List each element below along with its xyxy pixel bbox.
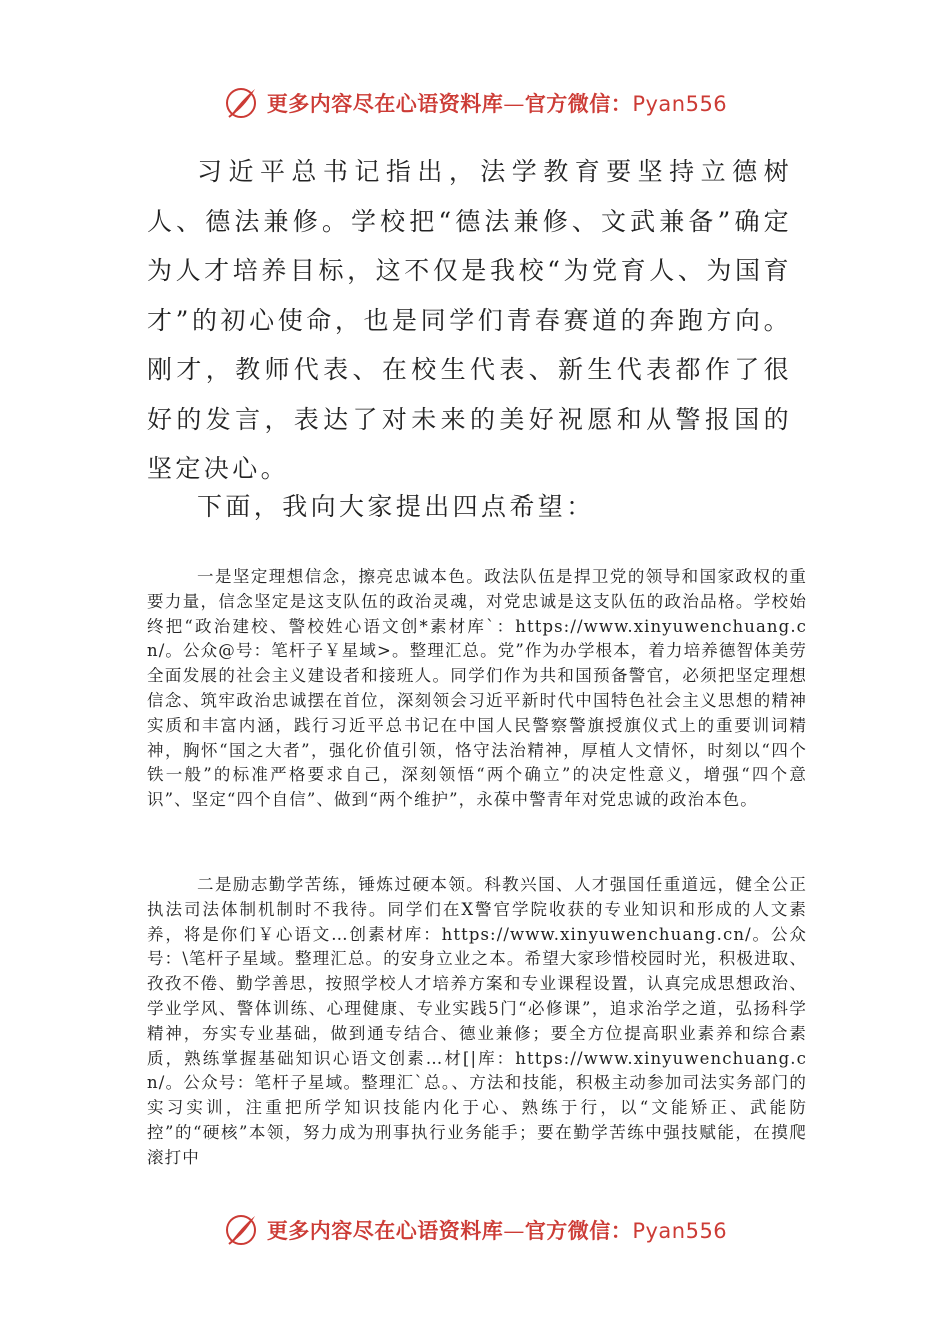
paragraph-hope-two: 二是励志勤学苦练，锤炼过硬本领。科教兴国、人才强国任重道远，健全公正执法司法体制机制时不我待。同学们在X警官学院收获的专业知识和形成的人文素养，将是你们￥心语文…创素材库：https://www.xinyuwenchuang.cn/。公众号：\笔杆子星域。整理汇总。的安身立业之本。希望大家珍惜校园时光，积极进取、孜孜不倦、勤学善思，按照学校人才培养方案和专业课程设置，认真完成思想政治、学业学风、警体训练、心理健康、专业实践5门“必修课”，追求治学之道，弘扬科学精神，夯实专业基础，做到通专结合、德业兼修；要全方位提高职业素养和综合素质，熟练掌握基础知识心语文创素…材[|库：https://www.xinyuwenchuang.cn/。公众号：笔杆子星域。整理汇`总。、方法和技能，积极主动参加司法实务部门的实习实训，注重把所学知识技能内化于心、熟练于行，以“文能矫正、武能防控”的“硬核”本领，努力成为刑事执行业务能手；要在勤学苦练中强技赋能，在摸爬滚打中 — [147, 875, 807, 1167]
watermark-footer — [0, 1210, 950, 1250]
watermark-label: 官方微信： — [524, 91, 633, 116]
watermark-text — [267, 1215, 727, 1245]
paragraph-hope-one: 一是坚定理想信念，擦亮忠诚本色。政法队伍是捍卫党的领导和国家政权的重要力量，信念坚定是这支队伍的政治灵魂，对党忠诚是这支队伍的政治品格。学校始终把“政治建校、警校姓心语文创*素材库`：https://www.xinyuwenchuang.cn/。公众@号：笔杆子￥星域>。整理汇总。党”作为办学根本，着力培养德智体美劳全面发展的社会主义建设者和接班人。同学们作为共和国预备警官，必须把坚定理想信念、筑牢政治忠诚摆在首位，深刻领会习近平新时代中国特色社会主义思想的精神实质和丰富内涵，践行习近平总书记在中国人民警察警旗授旗仪式上的重要训词精神，胸怀“国之大者”，强化价值引领，恪守法治精神，厚植人文情怀，时刻以“四个铁一般”的标准严格要求自己，深刻领悟“两个确立”的决定性意义，增强“四个意识”、坚定“四个自信”、做到“两个维护”，永葆中警青年对党忠诚的政治本色。 — [147, 567, 807, 810]
watermark-label: 官方微信： — [524, 1218, 633, 1243]
watermark-text — [267, 88, 727, 118]
watermark-id: Pyan556 — [632, 1219, 728, 1243]
paragraph-hopes-heading: 下面，我向大家提出四点希望： — [197, 492, 595, 521]
watermark-dash: — — [503, 92, 525, 116]
quill-pen-logo-icon — [223, 1212, 259, 1248]
quill-pen-logo-icon — [223, 85, 259, 121]
watermark-main: 更多内容尽在心语资料库 — [266, 91, 504, 116]
watermark-id: Pyan556 — [632, 92, 728, 116]
paragraph-intro: 习近平总书记指出，法学教育要坚持立德树人、德法兼修。学校把“德法兼修、文武兼备”确定为人才培养目标，这不仅是我校“为党育人、为国育才”的初心使命，也是同学们青春赛道的奔跑方向。刚才，教师代表、在校生代表、新生代表都作了很好的发言，表达了对未来的美好祝愿和从警报国的坚定决心。 — [147, 157, 792, 483]
watermark-dash: — — [503, 1219, 525, 1243]
watermark-header — [0, 83, 950, 123]
watermark-main: 更多内容尽在心语资料库 — [266, 1218, 504, 1243]
